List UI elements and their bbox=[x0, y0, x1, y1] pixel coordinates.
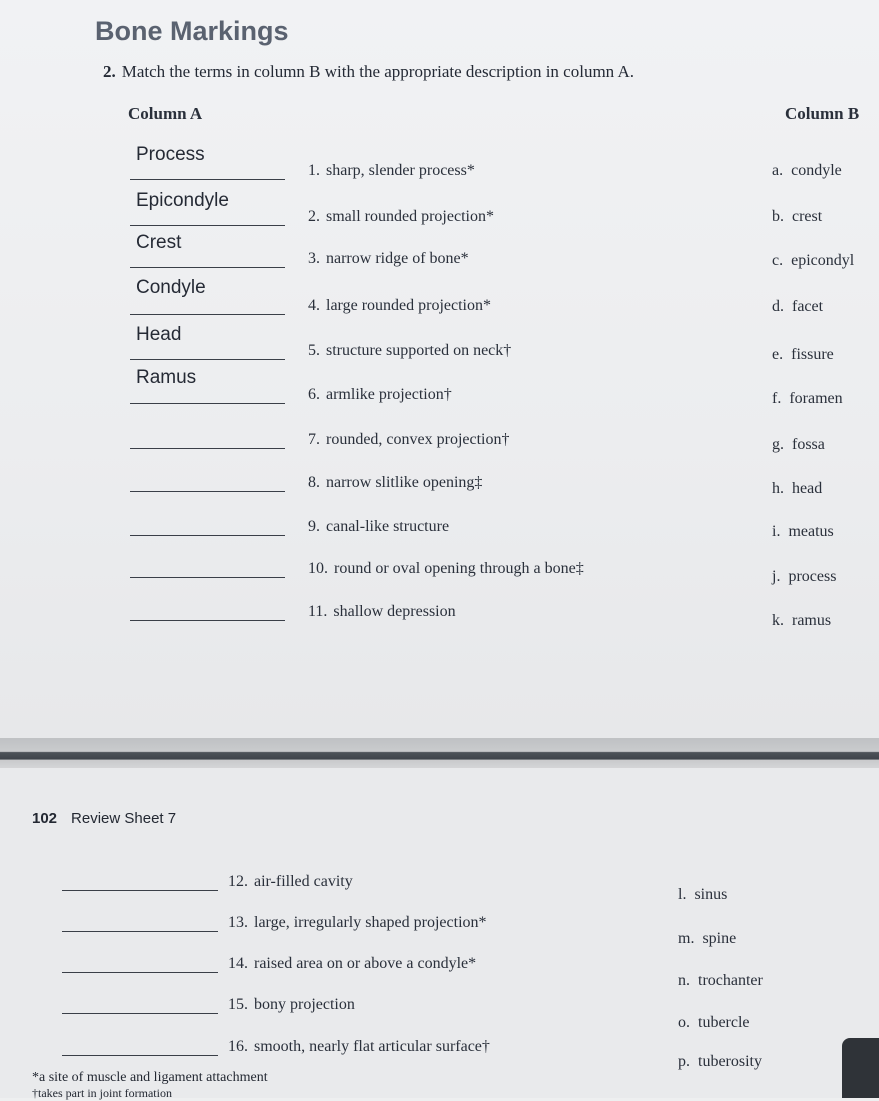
answer-blank[interactable] bbox=[62, 1013, 218, 1014]
item-text: sharp, slender process* bbox=[326, 162, 475, 179]
item-number: 13. bbox=[228, 914, 248, 931]
item-text: shallow depression bbox=[333, 603, 456, 620]
item-number: 7. bbox=[308, 431, 320, 448]
item-text: small rounded projection* bbox=[326, 208, 494, 225]
option-item bbox=[772, 208, 822, 226]
option-term: meatus bbox=[788, 523, 834, 540]
item-description bbox=[308, 518, 449, 536]
item-description bbox=[308, 297, 491, 315]
option-term: trochanter bbox=[698, 972, 763, 989]
option-term: spine bbox=[702, 930, 737, 947]
option-item bbox=[772, 480, 822, 498]
option-term: process bbox=[788, 568, 837, 585]
instruction-number: 2. bbox=[103, 62, 116, 81]
item-text: round or oval opening through a bone‡ bbox=[334, 560, 584, 577]
item-number: 8. bbox=[308, 474, 320, 491]
answer-blank[interactable] bbox=[62, 972, 218, 973]
column-b-header: Column B bbox=[785, 104, 860, 123]
answer-blank[interactable] bbox=[130, 620, 285, 621]
item-description bbox=[308, 162, 475, 180]
option-term: facet bbox=[792, 298, 824, 315]
option-letter: m. bbox=[678, 930, 695, 947]
written-answer: Crest bbox=[136, 232, 182, 253]
option-letter: c. bbox=[772, 252, 784, 269]
option-item bbox=[772, 298, 823, 316]
item-description bbox=[308, 431, 510, 449]
page-footer bbox=[32, 810, 176, 827]
option-letter: e. bbox=[772, 346, 784, 363]
item-number: 4. bbox=[308, 297, 320, 314]
answer-blank[interactable] bbox=[130, 403, 285, 404]
answer-blank[interactable] bbox=[62, 1055, 218, 1056]
item-text: air-filled cavity bbox=[254, 873, 353, 890]
footnote-attachment: *a site of muscle and ligament attachment bbox=[32, 1070, 268, 1085]
instruction bbox=[103, 62, 634, 82]
footer-label: Review Sheet 7 bbox=[71, 810, 177, 827]
item-text: raised area on or above a condyle* bbox=[254, 955, 477, 972]
option-item bbox=[678, 972, 763, 990]
column-a-header: Column A bbox=[128, 104, 203, 123]
instruction-text: Match the terms in column B with the appropriate description in column A. bbox=[121, 62, 635, 81]
option-term: head bbox=[792, 480, 823, 497]
item-text: structure supported on neck† bbox=[326, 342, 512, 359]
option-letter: d. bbox=[772, 298, 784, 315]
answer-blank[interactable] bbox=[130, 359, 285, 360]
option-item bbox=[772, 390, 843, 408]
option-letter: n. bbox=[678, 972, 690, 989]
corner-shadow bbox=[842, 1038, 879, 1098]
option-item bbox=[678, 1014, 750, 1032]
option-item bbox=[772, 436, 825, 454]
item-description bbox=[308, 386, 452, 404]
answer-blank[interactable] bbox=[130, 267, 285, 268]
item-text: large rounded projection* bbox=[326, 297, 491, 314]
item-number: 3. bbox=[308, 250, 320, 267]
item-description bbox=[228, 1038, 490, 1056]
option-letter: h. bbox=[772, 480, 784, 497]
option-term: tuberosity bbox=[698, 1053, 762, 1070]
item-text: bony projection bbox=[254, 996, 355, 1013]
written-answer: Process bbox=[136, 144, 205, 165]
option-letter: o. bbox=[678, 1014, 690, 1031]
item-text: rounded, convex projection† bbox=[326, 431, 510, 448]
item-description bbox=[308, 250, 469, 268]
item-text: large, irregularly shaped projection* bbox=[254, 914, 487, 931]
option-letter: g. bbox=[772, 436, 784, 453]
answer-blank[interactable] bbox=[130, 535, 285, 536]
footnote-joint: †takes part in joint formation bbox=[32, 1086, 172, 1100]
option-term: ramus bbox=[792, 612, 832, 629]
item-text: canal-like structure bbox=[326, 518, 450, 535]
option-item bbox=[772, 568, 836, 586]
item-number: 15. bbox=[228, 996, 248, 1013]
answer-blank[interactable] bbox=[62, 890, 218, 891]
option-item bbox=[772, 162, 842, 180]
item-number: 6. bbox=[308, 386, 320, 403]
item-text: narrow ridge of bone* bbox=[326, 250, 469, 267]
item-number: 9. bbox=[308, 518, 320, 535]
answer-blank[interactable] bbox=[130, 448, 285, 449]
option-term: fissure bbox=[791, 346, 834, 363]
page-divider bbox=[0, 738, 879, 768]
written-answer: Condyle bbox=[136, 277, 206, 298]
written-answer: Head bbox=[136, 324, 182, 345]
answer-blank[interactable] bbox=[130, 577, 285, 578]
item-description bbox=[308, 560, 584, 578]
item-number: 2. bbox=[308, 208, 320, 225]
option-letter: b. bbox=[772, 208, 784, 225]
option-term: condyle bbox=[791, 162, 842, 179]
item-number: 10. bbox=[308, 560, 328, 577]
item-text: armlike projection† bbox=[326, 386, 452, 403]
item-description bbox=[228, 955, 476, 973]
option-item bbox=[678, 886, 727, 904]
written-answer: Ramus bbox=[136, 367, 197, 388]
item-description bbox=[308, 342, 511, 360]
option-term: tubercle bbox=[698, 1014, 750, 1031]
answer-blank[interactable] bbox=[130, 225, 285, 226]
answer-blank[interactable] bbox=[130, 314, 285, 315]
item-description bbox=[308, 603, 456, 621]
option-item bbox=[678, 930, 736, 948]
option-item bbox=[678, 1053, 762, 1071]
item-number: 5. bbox=[308, 342, 320, 359]
answer-blank[interactable] bbox=[130, 491, 285, 492]
option-letter: i. bbox=[772, 523, 781, 540]
option-term: foramen bbox=[789, 390, 843, 407]
answer-blank[interactable] bbox=[130, 179, 285, 180]
page-number: 102 bbox=[32, 810, 58, 827]
option-term: epicondyl bbox=[791, 252, 855, 269]
item-text: narrow slitlike opening‡ bbox=[326, 474, 483, 491]
item-number: 14. bbox=[228, 955, 248, 972]
option-letter: a. bbox=[772, 162, 784, 179]
written-answer: Epicondyle bbox=[136, 190, 229, 211]
item-number: 16. bbox=[228, 1038, 248, 1055]
option-term: sinus bbox=[694, 886, 728, 903]
answer-blank[interactable] bbox=[62, 931, 218, 932]
item-description bbox=[228, 914, 487, 932]
option-letter: f. bbox=[772, 390, 782, 407]
option-term: crest bbox=[792, 208, 823, 225]
option-letter: p. bbox=[678, 1053, 690, 1070]
option-letter: k. bbox=[772, 612, 784, 629]
item-description bbox=[308, 208, 494, 226]
option-term: fossa bbox=[792, 436, 825, 453]
option-item bbox=[772, 612, 831, 630]
option-letter: l. bbox=[678, 886, 687, 903]
option-letter: j. bbox=[772, 568, 781, 585]
item-description bbox=[228, 873, 353, 891]
item-number: 11. bbox=[308, 603, 328, 620]
option-item bbox=[772, 346, 834, 364]
item-description bbox=[308, 474, 482, 492]
page-title: Bone Markings bbox=[95, 16, 289, 46]
item-number: 12. bbox=[228, 873, 248, 890]
item-text: smooth, nearly flat articular surface† bbox=[254, 1038, 490, 1055]
item-description bbox=[228, 996, 355, 1014]
option-item bbox=[772, 252, 854, 270]
option-item bbox=[772, 523, 834, 541]
item-number: 1. bbox=[308, 162, 320, 179]
